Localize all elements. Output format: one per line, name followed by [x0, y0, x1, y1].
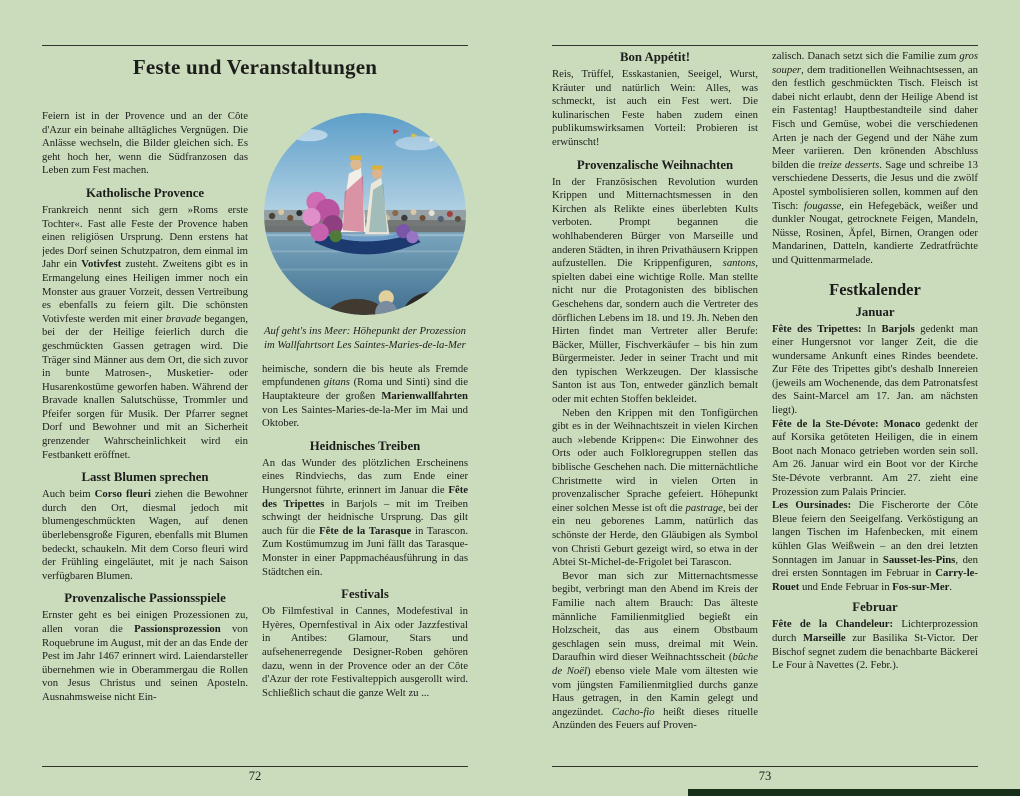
text-run: Bon Appétit!: [619, 50, 691, 64]
text-run: Lichterprozession durch: [772, 618, 978, 644]
paragraph: [552, 176, 758, 407]
bottom-rule-left: [42, 766, 468, 767]
text-run: . Sage und schreibe 13 verschiedene Desserts, die Jesus und die zwölf Apostel symbolisieren sollen, kommen auf den Tisch:: [772, 158, 978, 212]
text-run: , den drei ersten Sonntagen im Februar in: [772, 553, 978, 580]
text-run: Auch beim: [42, 488, 95, 501]
text-run: Fos-sur-Mer: [892, 580, 950, 593]
text-run: bûche de Noël: [552, 651, 758, 677]
text-run: in Tarascon. Zum Kostümumzug im Juni fällt das Tarasque-Monster in einer Pappmachéausführung in das Städtchen ein.: [262, 524, 468, 578]
text-run: von Roquebrune im August, mit der an das Ende der Pest im Jahr 1467 erinnert wird. Laiendarsteller übernehmen wie in Oberammergau die Rollen von Jesus Christus und seinen Aposteln. Ausnahmsweise nicht Ein-: [42, 623, 248, 703]
procession-photo-illustration: [264, 113, 466, 315]
top-rule-right: [552, 45, 978, 46]
text-run: Festivals: [341, 587, 389, 602]
text-run: , spielten dabei eine wichtige Rolle. Man stellte nicht nur die Protagonisten des biblischen Geschehens dar, sondern auch die Vertreter des dörflichen Lebens im 18. und 19. Jh. Neben den Hirten findet man Vertreter aller Berufe: Bäcker, Müller, Fischverkäufer – bis hin zum Bürgermeister. Jeder in seiner Tracht und mit den typischen Werkzeugen. Der klassische Santon ist aus Ton, entweder gänzlich bemalt oder mit echten Stoffen bekleidet.: [552, 257, 758, 406]
calendar-entry: [772, 618, 978, 672]
text-run: .: [949, 580, 953, 593]
text-run: , ein Hefegebäck, weißer und dunkler Nougat, getrocknete Feigen, Mandeln, Nüsse, Rosinen, Äpfel, Birnen, Orangen oder Mandarinen, Datteln, kandierte Zedratfrüchte und Quittenmarmelade.: [772, 199, 978, 266]
text-run: , dem traditionellen Weihnachtsessen, an den festlich geschmückten Tisch. Fleisch ist dabei nicht erlaubt, denn der Heilige Abend ist ein Fastentag! Hauptbestandteile sind daher Fisch und Gemüse, wobei die verschiedenen Arten je nach der Gegend und der Nähe zum Meer variieren. Den krönenden Abschluss bilden die: [772, 63, 978, 171]
text-run: Festkalender: [829, 279, 921, 299]
heading-lasst-blumen-sprechen: [42, 470, 248, 485]
column-1: [42, 110, 248, 762]
heading-katholische-provence: [42, 186, 248, 201]
text-run: Marseille: [802, 631, 846, 644]
text-run: An das Wunder des plötzlichen Erscheinens eines Rindviechs, das zum Ende einer Hungersnot führte, erinnert im Januar die: [262, 456, 468, 496]
text-run: , bei der ein neu geborenes Lamm, natürlich das schönste der Herde, den Gläubigen als Symbol von Christi Geburt gezeigt wird, so etwa in der Abtei St-Michel-de-Frigolet bei Tarascon.: [552, 501, 758, 569]
text-run: Fête des Tripettes:: [772, 322, 862, 335]
text-run: Auf geht's ins Meer: Höhepunkt der Prozession im Wallfahrtsort Les Saintes-Maries-de-la-Mer: [264, 325, 466, 352]
book-cover-edge: [688, 789, 1020, 796]
text-run: fougasse: [803, 199, 842, 212]
text-run: Katholische Provence: [85, 185, 205, 200]
text-run: Fête de la Chandeleur:: [772, 618, 894, 631]
text-run: Frankreich nennt sich gern »Roms erste Tochter«. Fast alle Feste der Provence haben einen religiösen Ursprung. Denn erstens hat jedes Dorf seinen Schutzpatron, dem einmal im Jahr ein: [42, 203, 248, 271]
text-run: Les Oursinades:: [772, 499, 852, 512]
paragraph: [42, 488, 248, 583]
text-run: heißt dieses rituelle Anzünden des Feuers auf Proven-: [552, 705, 758, 732]
calendar-entry: [772, 323, 978, 418]
text-run: Fête de la Ste-Dévote:: [772, 417, 879, 430]
heading-januar: [772, 305, 978, 320]
text-run: und Ende Februar in: [799, 580, 893, 593]
text-run: Die Fischerorte der Côte Bleue feiern den Seeigelfang. Verköstigung an langen Tischen im Hafenbecken, mit einem kühlen Glas Weißwein – an den drei letzten Sonntagen im Januar in: [772, 499, 978, 566]
text-run: Provenzalische Weihnachten: [576, 157, 734, 172]
heading-heidnisches-treiben: [262, 439, 468, 454]
text-run: Corso fleuri: [94, 488, 151, 501]
text-run: von Les Saintes-Maries-de-la-Mer im Mai und Oktober.: [262, 403, 468, 430]
text-run: (Roma und Sinti) sind die Hauptakteure der großen: [262, 376, 468, 402]
text-run: Ob Filmfestival in Cannes, Modefestival in Hyères, Opernfestival in Aix oder Jazzfestival in Antibes: Glamour, Stars und aufsehenerregende Designer-Roben gehören dazu, wenn in der Provence oder an der Côte d'Azur der rote Festivalteppich ausgerollt wird. Schließlich schaut die ganze Welt zu ...: [262, 605, 468, 699]
text-run: zalisch. Danach setzt sich die Familie zum: [772, 50, 960, 62]
text-run: pastrage: [685, 501, 723, 514]
text-run: zusteht. Zweitens gibt es in Ermangelung eines Heiligen immer noch ein Monster aus grauer Vorzeit, dessen Vertreibung es ebenfalls zu feiern gilt. Die schönsten Votivfeste werden mit einer: [42, 258, 248, 325]
text-run: Heidnisches Treiben: [309, 438, 421, 453]
column-2: [262, 110, 468, 762]
column-3: [552, 50, 758, 762]
left-page-columns: [42, 110, 468, 762]
heading-provenzalische-weihnachten: [552, 158, 758, 173]
text-run: Februar: [852, 600, 898, 615]
right-page-columns: [552, 50, 978, 762]
intro-paragraph: [42, 110, 248, 178]
text-run: Marienwallfahrten: [381, 390, 468, 402]
paragraph: [262, 363, 468, 431]
column-4: [772, 50, 978, 762]
text-run: Januar: [855, 304, 895, 319]
text-run: Carry-le-Rouet: [772, 567, 978, 593]
paragraph: [552, 68, 758, 150]
text-run: bravade: [165, 312, 201, 325]
procession-photo: [262, 113, 468, 315]
text-run: Reis, Trüffel, Esskastanien, Seeigel, Wurst, Kräuter und natürlich Wein: Alles, was schmeckt, ist auch ein Fest wert. Die kulinarischen Feste haben zudem einen publikumswirksamen Vorteil: Probieren ist erwünscht!: [552, 68, 758, 148]
text-run: ziehen die Bewohner durch den Ort, diesmal jedoch mit blumengeschmückten Wagen, auf denen überlebensgroße Figuren, ebenfalls mit Blumen bedeckt, schaukeln. Mit dem Corso fleuri wird der Frühling eingeläutet, mit je nach Saison verfügbaren Blumen.: [42, 488, 248, 582]
text-run: Passionsprozession: [134, 623, 221, 635]
heading-provenzalische-passionsspiele: [42, 591, 248, 606]
text-run: gros souper: [772, 50, 978, 76]
page-number-right: 73: [758, 769, 772, 783]
paragraph: [552, 570, 758, 733]
text-run: heimische, sondern die bis heute als Fremde empfundenen: [262, 362, 468, 389]
text-run: Cacho-fio: [611, 705, 655, 718]
page-number-left: 72: [248, 769, 262, 783]
bottom-rule-right: [552, 766, 978, 767]
page-title: Feste und Veranstaltungen: [132, 55, 378, 79]
text-run: ) ebenso viele Male vom ältesten wie vom jüngsten Familienmitglied durchs ganze Haus getragen, in den Kamin gelegt und angezündet.: [552, 664, 758, 718]
text-run: Neben den Krippen mit den Tonfigürchen gibt es in der Weihnachtszeit in vielen Kirchen auch »lebende Krippen«: Die Einwohner des Orts oder auch Folkloregruppen stellen das biblische Geschehen nach. Die mitternächtliche Christmette wird in vielen Orten in provenzalischer Sprache gefeiert. Höhepunkt einer solchen Messe ist oft die: [552, 406, 758, 514]
text-run: Fête des Tripettes: [262, 483, 468, 510]
text-run: Sausset-les-Pins: [882, 553, 956, 566]
text-run: In: [861, 322, 882, 335]
text-run: Feiern ist in der Provence und an der Côte d'Azur ein beinahe alltägliches Vergnügen. Die Anlässe wechseln, die Bilder gleichen sich. Es geht hoch her, wenn die Südfranzosen das Leben zum Fest machen.: [42, 110, 248, 177]
paragraph: [262, 605, 468, 700]
text-run: in Barjols – mit im Treiben schwingt der heidnische Ursprung. Das gilt auch für die: [262, 497, 468, 537]
text-run: Ernster geht es bei einigen Prozessionen zu, allen voran die: [42, 609, 248, 635]
text-run: In der Französischen Revolution wurden Krippen und Mitternachtsmessen in den Kirchen als Relikte eines überlebten Kults verboten. Prompt begannen die wohlhabenderen Bürger von Marseille und anderen Städten, in ihren Privathäusern Krippen aufzustellen. Die Krippenfiguren,: [552, 175, 758, 270]
page-right: [510, 0, 1020, 796]
paragraph: [262, 457, 468, 579]
text-run: Barjols: [881, 322, 915, 335]
heading-festivals: [262, 587, 468, 602]
paragraph: [42, 204, 248, 462]
paragraph: [552, 407, 758, 570]
paragraph: [772, 50, 978, 268]
calendar-entry: [772, 418, 978, 500]
text-run: zur Basilika St-Victor. Der Bischof segnet zudem die benachbarte Bäckerei Le Four à Navettes (2. Febr.).: [772, 631, 978, 672]
heading-februar: [772, 600, 978, 615]
top-rule-left: [42, 45, 468, 46]
heading-bon-appetit: [552, 50, 758, 65]
text-run: begangen, bei der der Heilige feierlich durch die geschmückten Gassen getragen wird. Die Träger sind Männer aus dem Ort, die sich zuvor in bunte Matrosen-, Musketier- oder Husarenkostüme geworfen haben. Während der Bravade knallen Salutschüsse, Trommler und Pfeifer sorgen für Musik. Der Pfarrer segnet Dorf und Bewohner und mit an Sicherheit grenzender Wahrscheinlichkeit wird ein Festbankett eröffnet.: [42, 312, 248, 461]
text-run: treize desserts: [818, 158, 880, 171]
text-run: Provenzalische Passionsspiele: [64, 591, 226, 606]
text-run: Monaco: [883, 417, 921, 430]
heading-festkalender: [772, 280, 978, 299]
text-run: santons: [722, 257, 756, 270]
text-run: Votivfest: [81, 258, 122, 271]
text-run: Bevor man sich zur Mitternachtsmesse begibt, verbringt man den Abend im Kreis der Familie nach altem Brauch: Das älteste männliche Familienmitglied begießt ein Holzscheit, das aus einem Obstbaum geschlagen sein muss, dreimal mit Wein. Daraufhin wird dieser Weihnachtsscheit (: [552, 569, 758, 664]
calendar-entry: [772, 499, 978, 594]
text-run: Fête de la Tarasque: [319, 524, 412, 537]
paragraph: [42, 609, 248, 704]
text-run: gedenkt der auf Korsika getöteten Heiligen, die in einem Boot nach Monaco getrieben worden sein soll. Am 26. Januar wird ein Boot vor der Kirche Ste-Dévote verbrannt. Am 27. zieht eine Prozession zum Palais Princier.: [772, 417, 978, 498]
text-run: gedenkt man einer Hungersnot vor langer Zeit, die die wundersame Ankunft eines Rindes beendete. Zur Fête des Tripettes gibt's deshalb Innereien (jeweils am Wochenende, das dem Patronatsfest des Saint-Marcel am 17. Jan. am nächsten liegt).: [772, 322, 978, 417]
photo-caption: [264, 324, 468, 353]
text-run: gitans: [323, 376, 350, 389]
text-run: Lasst Blumen sprechen: [81, 470, 209, 485]
